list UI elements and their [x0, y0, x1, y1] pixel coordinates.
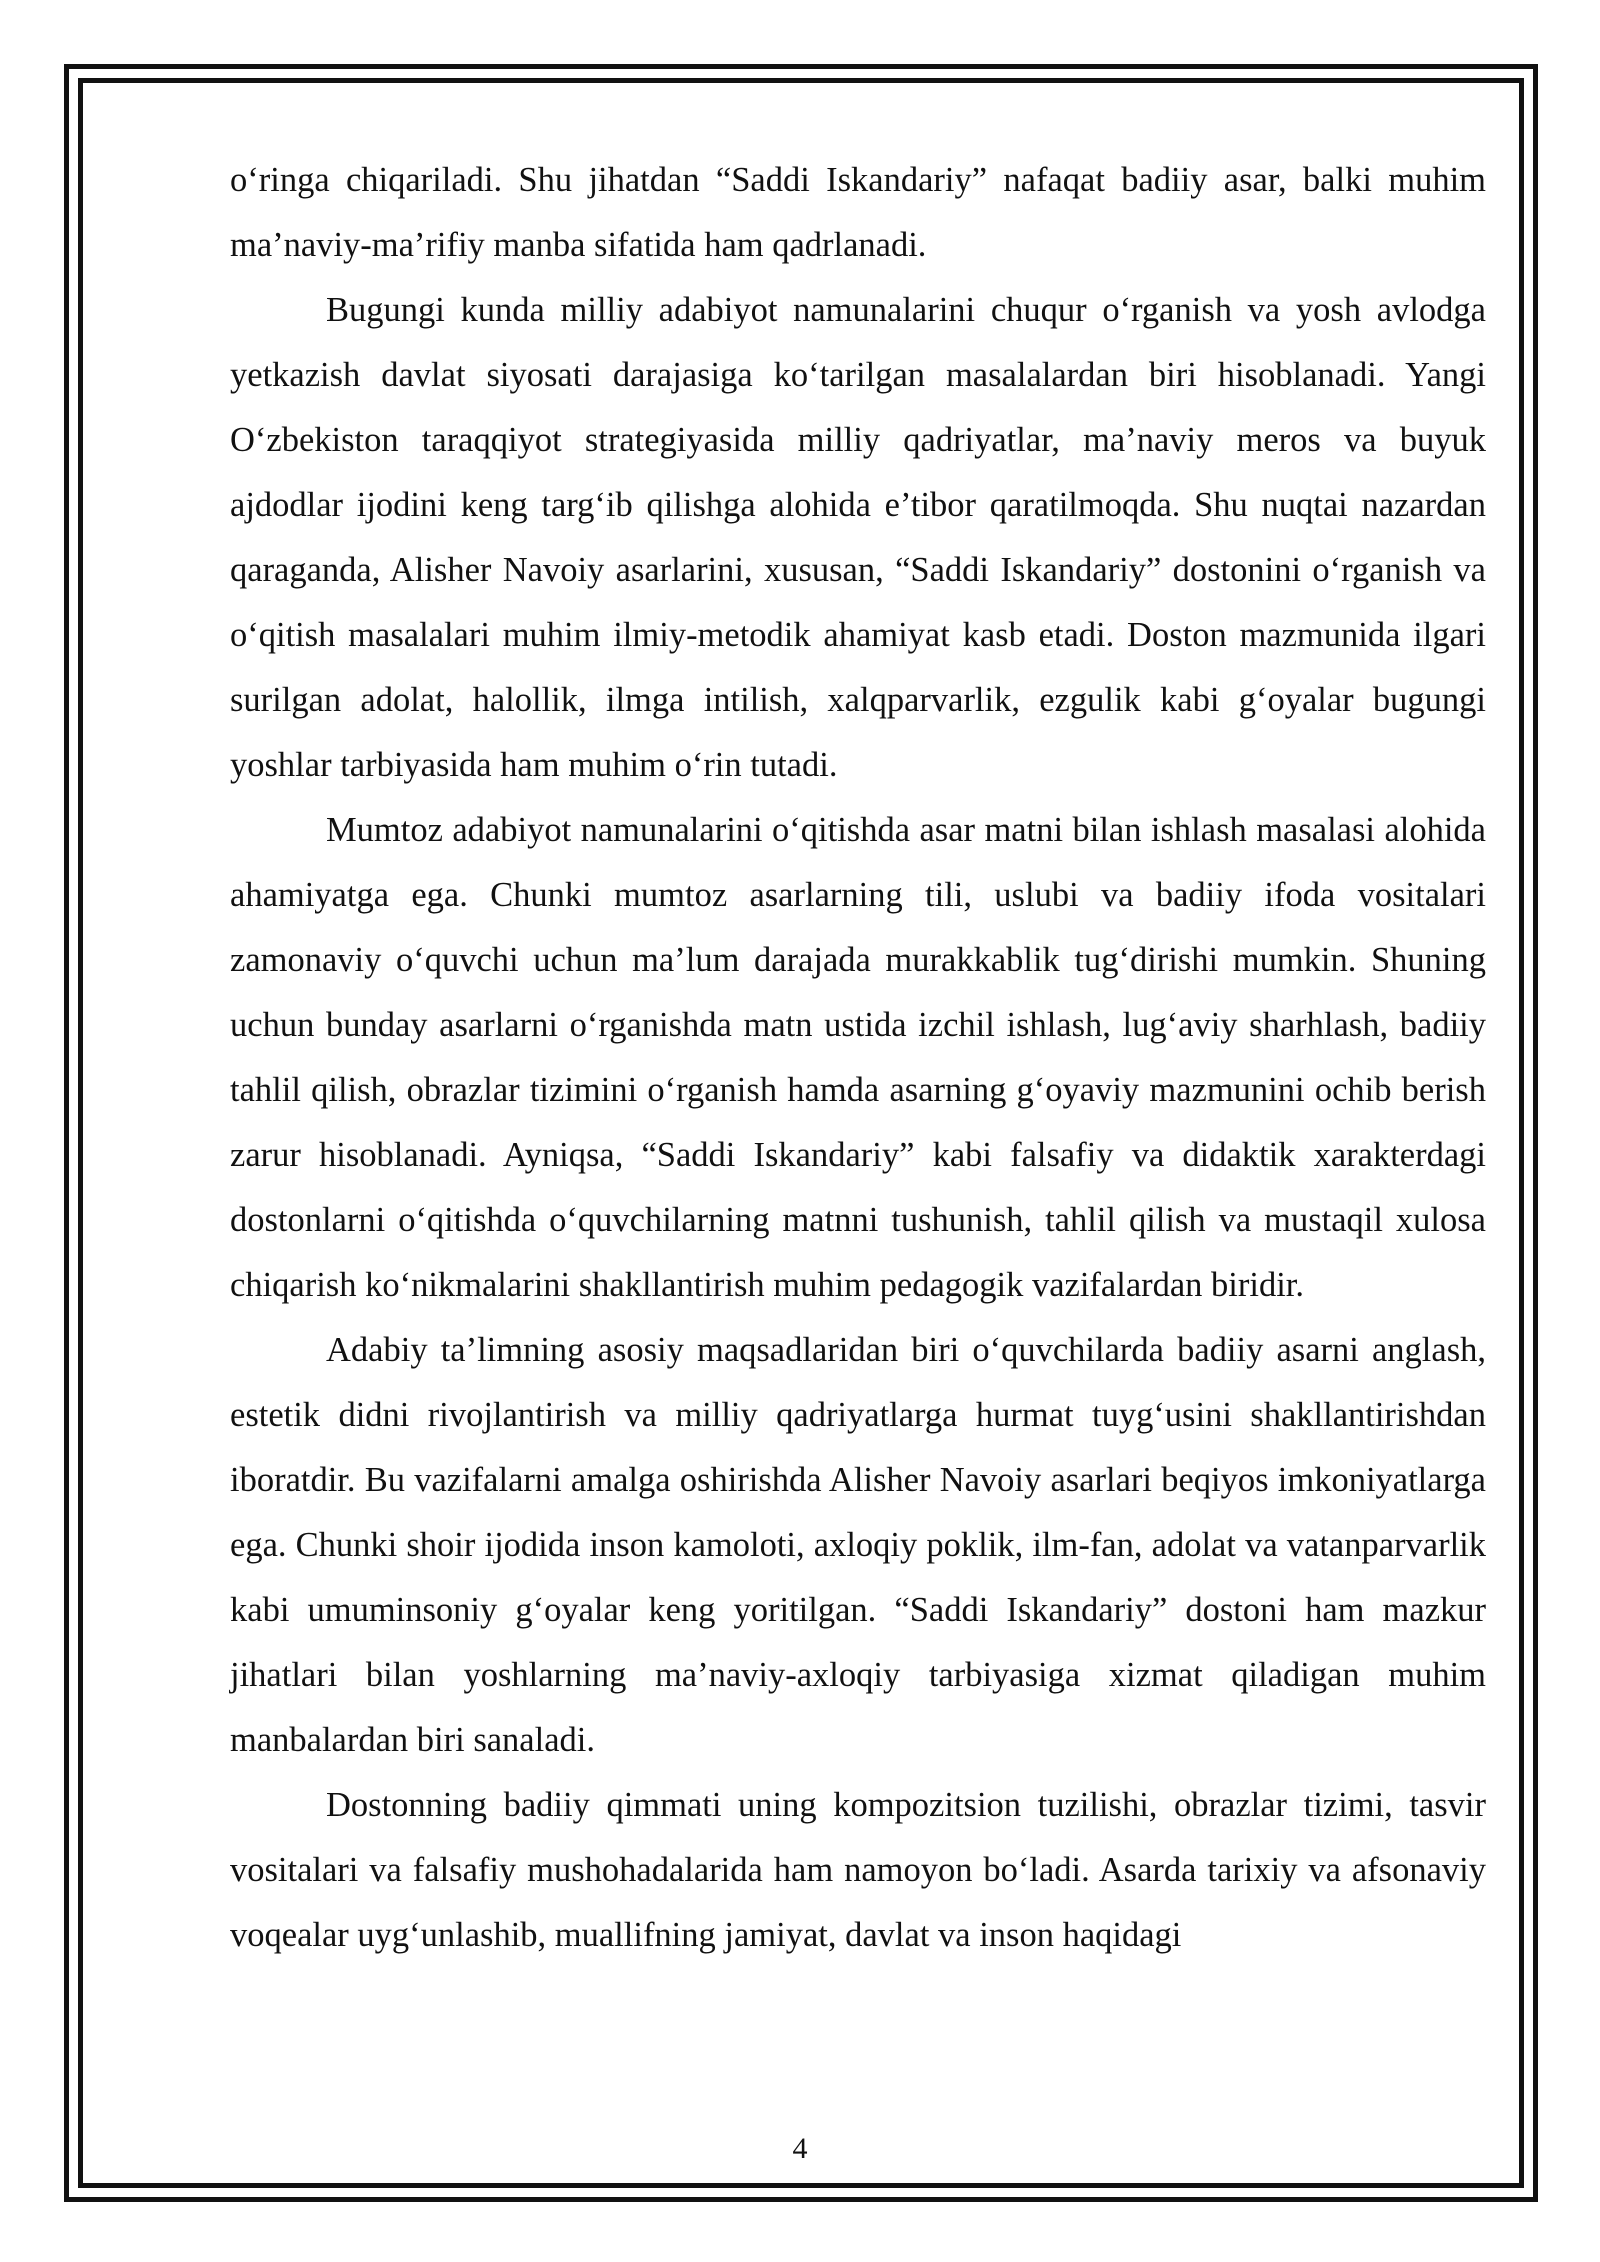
paragraph: Mumtoz adabiyot namunalarini o‘qitishda asar matni bilan ishlash masalasi alohida ahamiyatga ega. Chunki mumtoz asarlarning tili, uslubi va badiiy ifoda vositalari zamonaviy o‘quvchi uchun ma’lum darajada murakkablik tug‘dirishi mumkin. Shuning uchun bunday asarlarni o‘rganishda matn ustida izchil ishlash, lug‘aviy sharhlash, badiiy tahlil qilish, obrazlar tizimini o‘rganish hamda asarning g‘oyaviy mazmunini ochib berish zarur hisoblanadi. Ayniqsa, “Saddi Iskandariy” kabi falsafiy va didaktik xarakterdagi dostonlarni o‘qitishda o‘quvchilarning matnni tushunish, tahlil qilish va mustaqil xulosa chiqarish ko‘nikmalarini shakllantirish muhim pedagogik vazifalardan biridir.: [230, 811, 1486, 1304]
paragraph: Bugungi kunda milliy adabiyot namunalarini chuqur o‘rganish va yosh avlodga yetkazish davlat siyosati darajasiga ko‘tarilgan masalalardan biri hisoblanadi. Yangi O‘zbekiston taraqqiyot strategiyasida milliy qadriyatlar, ma’naviy meros va buyuk ajdodlar ijodini keng targ‘ib qilishga alohida e’tibor qaratilmoqda. Shu nuqtai nazardan qaraganda, Alisher Navoiy asarlarini, xususan, “Saddi Iskandariy” dostonini o‘rganish va o‘qitish masalalari muhim ilmiy-metodik ahamiyat kasb etadi. Doston mazmunida ilgari surilgan adolat, halollik, ilmga intilish, xalqparvarlik, ezgulik kabi g‘oyalar bugungi yoshlar tarbiyasida ham muhim o‘rin tutadi.: [230, 291, 1486, 784]
page-number: 4: [792, 2132, 808, 2165]
document-body: [230, 148, 1486, 1968]
paragraph-continuation: o‘ringa chiqariladi. Shu jihatdan “Saddi Iskandariy” nafaqat badiiy asar, balki muhim ma’naviy-ma’rifiy manba sifatida ham qadrlanadi.: [230, 161, 1486, 264]
paragraph: Dostonning badiiy qimmati uning kompozitsion tuzilishi, obrazlar tizimi, tasvir vositalari va falsafiy mushohadalarida ham namoyon bo‘ladi. Asarda tarixiy va afsonaviy voqealar uyg‘unlashib, muallifning jamiyat, davlat va inson haqidagi: [230, 1786, 1486, 1954]
paragraph: Adabiy ta’limning asosiy maqsadlaridan biri o‘quvchilarda badiiy asarni anglash, estetik didni rivojlantirish va milliy qadriyatlarga hurmat tuyg‘usini shakllantirishdan iboratdir. Bu vazifalarni amalga oshirishda Alisher Navoiy asarlari beqiyos imkoniyatlarga ega. Chunki shoir ijodida inson kamoloti, axloqiy poklik, ilm-fan, adolat va vatanparvarlik kabi umuminsoniy g‘oyalar keng yoritilgan. “Saddi Iskandariy” dostoni ham mazkur jihatlari bilan yoshlarning ma’naviy-axloqiy tarbiyasiga xizmat qiladigan muhim manbalardan biri sanaladi.: [230, 1331, 1486, 1759]
